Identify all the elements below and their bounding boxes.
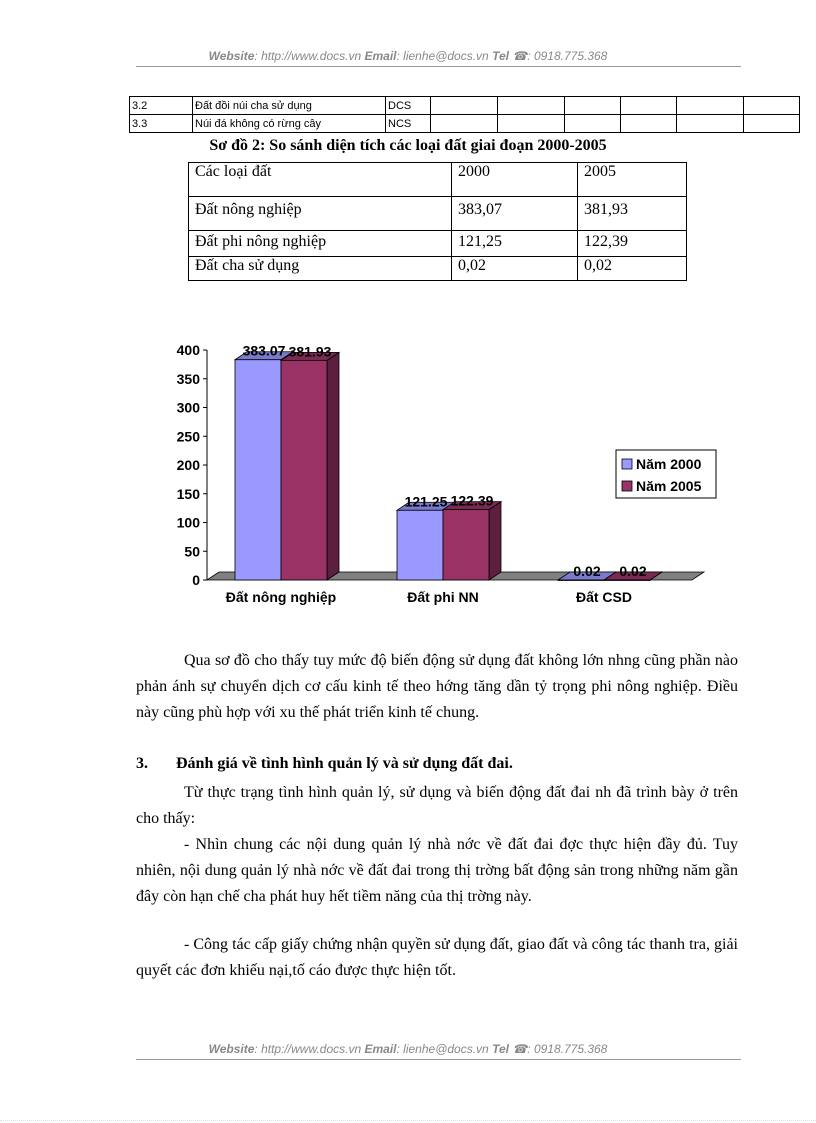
cell: 0,02 bbox=[578, 257, 687, 281]
paragraph-summary: Qua sơ đồ cho thấy tuy mức độ biến động sử dụng đất không lớn nhng cũng phần nào phản ánh sự chuyển dịch cơ cấu kinh tế theo hớng tăng dần tỷ trọng phi nông nghiệp. Điều này cũng phù hợp với xu thế phát triển kinh tế chung. bbox=[136, 652, 738, 721]
x-tick-label: Đất phi NN bbox=[407, 589, 479, 605]
bar-side bbox=[489, 502, 501, 580]
legend-label: Năm 2000 bbox=[636, 456, 702, 472]
paragraph-certificates: - Công tác cấp giấy chứng nhận quyền sử dụng đất, giao đất và công tác thanh tra, giải quyết các đơn khiếu nại,tố cáo được thực hiện tốt. bbox=[136, 936, 738, 979]
website-label: Website bbox=[208, 49, 255, 63]
website-label: Website bbox=[208, 1042, 255, 1056]
empty-cell bbox=[565, 115, 621, 133]
page-footer bbox=[0, 1042, 816, 1056]
tel-label: Tel bbox=[492, 49, 509, 63]
data-label: 381.93 bbox=[288, 343, 332, 360]
cell: 383,07 bbox=[452, 197, 578, 231]
y-tick-label: 0 bbox=[192, 572, 200, 588]
empty-cell bbox=[498, 97, 565, 115]
cell: 121,25 bbox=[452, 231, 578, 257]
bar-1-0 bbox=[397, 510, 443, 580]
empty-cell bbox=[621, 97, 677, 115]
cell: Đất phi nông nghiệp bbox=[189, 231, 452, 257]
x-tick-label: Đất CSD bbox=[575, 589, 633, 605]
data-label: 0.02 bbox=[573, 562, 601, 579]
empty-cell bbox=[431, 97, 498, 115]
cell: 0,02 bbox=[452, 257, 578, 281]
empty-cell bbox=[744, 97, 800, 115]
table-row bbox=[189, 257, 687, 281]
bar-2-0 bbox=[558, 580, 604, 581]
row-name: Núi đá không có rừng cây bbox=[193, 115, 386, 133]
bar-1-1 bbox=[443, 510, 489, 580]
section-heading bbox=[136, 755, 513, 773]
y-tick-label: 50 bbox=[184, 543, 200, 560]
bar-side bbox=[327, 352, 339, 580]
phone-icon: ☎ bbox=[512, 49, 528, 63]
tel-value: : 0918.775.368 bbox=[527, 1042, 608, 1056]
empty-cell bbox=[677, 115, 744, 133]
cell: Đất cha sử dụng bbox=[189, 257, 452, 281]
data-label: 122.39 bbox=[450, 492, 494, 509]
empty-cell bbox=[621, 115, 677, 133]
header-cell: 2000 bbox=[452, 163, 578, 197]
row-code: 3.2 bbox=[130, 97, 193, 115]
paragraph-intro: Từ thực trạng tình hình quản lý, sử dụng và biến động đất đai nh đã trình bày ở trên cho thấy: bbox=[136, 784, 738, 827]
cell: Đất nông nghiệp bbox=[189, 197, 452, 231]
data-label: 0.02 bbox=[619, 562, 647, 579]
figure-caption: Sơ đồ 2: So sánh diện tích các loại đất giai đoạn 2000-2005 bbox=[209, 137, 607, 154]
y-tick-label: 200 bbox=[176, 457, 200, 473]
y-tick-label: 100 bbox=[176, 514, 200, 531]
legend-label: Năm 2005 bbox=[636, 478, 702, 494]
data-label: 383.07 bbox=[242, 342, 286, 359]
table-row bbox=[189, 197, 687, 231]
y-tick-label: 300 bbox=[176, 399, 200, 416]
x-tick-label: Đất nông nghiệp bbox=[225, 589, 337, 605]
row-abbr: NCS bbox=[386, 115, 431, 133]
bar-0-0 bbox=[235, 360, 281, 580]
row-name: Đất đồi núi cha sử dụng bbox=[193, 97, 386, 115]
phone-icon: ☎ bbox=[512, 1042, 528, 1056]
row-abbr: DCS bbox=[386, 97, 431, 115]
y-tick-label: 250 bbox=[176, 428, 200, 445]
website-value[interactable]: : http://www.docs.vn bbox=[254, 49, 362, 63]
cell: 381,93 bbox=[578, 197, 687, 231]
bar-2-1 bbox=[604, 580, 650, 581]
data-label: 121.25 bbox=[404, 493, 448, 510]
y-tick-label: 400 bbox=[176, 342, 200, 358]
land-comparison-chart bbox=[160, 335, 720, 615]
cell: 122,39 bbox=[578, 231, 687, 257]
bar-0-1 bbox=[281, 360, 327, 580]
row-code: 3.3 bbox=[130, 115, 193, 133]
empty-cell bbox=[565, 97, 621, 115]
empty-cell bbox=[677, 97, 744, 115]
email-label: Email bbox=[364, 49, 397, 63]
page-bottom-edge bbox=[0, 1120, 816, 1121]
table-header-row bbox=[189, 163, 687, 197]
header-cell: Các loại đất bbox=[189, 163, 452, 197]
empty-cell bbox=[498, 115, 565, 133]
email-label: Email bbox=[364, 1042, 397, 1056]
empty-cell bbox=[431, 115, 498, 133]
y-tick-label: 350 bbox=[176, 370, 200, 387]
website-value[interactable]: : http://www.docs.vn bbox=[254, 1042, 362, 1056]
page-header bbox=[0, 49, 816, 63]
land-area-table bbox=[188, 162, 687, 281]
section-number: 3. bbox=[136, 755, 148, 772]
header-rule bbox=[136, 66, 741, 67]
paragraph-management: - Nhìn chung các nội dung quản lý nhà nớc về đất đai đợc thực hiện đầy đủ. Tuy nhiên, nội dung quản lý nhà nớc về đất đai trong thị trờng bất động sản trong những năm gần đây còn hạn chế cha phát huy hết tiềm năng của thị trờng này. bbox=[136, 836, 738, 905]
y-tick-label: 150 bbox=[176, 485, 200, 502]
legend-swatch bbox=[622, 459, 632, 469]
header-cell: 2005 bbox=[578, 163, 687, 197]
section-title: Đánh giá về tình hình quản lý và sử dụng đất đai. bbox=[176, 755, 513, 772]
table-row bbox=[189, 231, 687, 257]
empty-cell bbox=[744, 115, 800, 133]
footer-rule bbox=[136, 1059, 741, 1060]
tel-label: Tel bbox=[492, 1042, 509, 1056]
email-value[interactable]: : lienhe@docs.vn bbox=[396, 1042, 489, 1056]
land-code-table bbox=[129, 96, 800, 133]
table-row bbox=[130, 97, 800, 115]
legend-swatch bbox=[622, 481, 632, 491]
tel-value: : 0918.775.368 bbox=[527, 49, 608, 63]
email-value[interactable]: : lienhe@docs.vn bbox=[396, 49, 489, 63]
table-row bbox=[130, 115, 800, 133]
